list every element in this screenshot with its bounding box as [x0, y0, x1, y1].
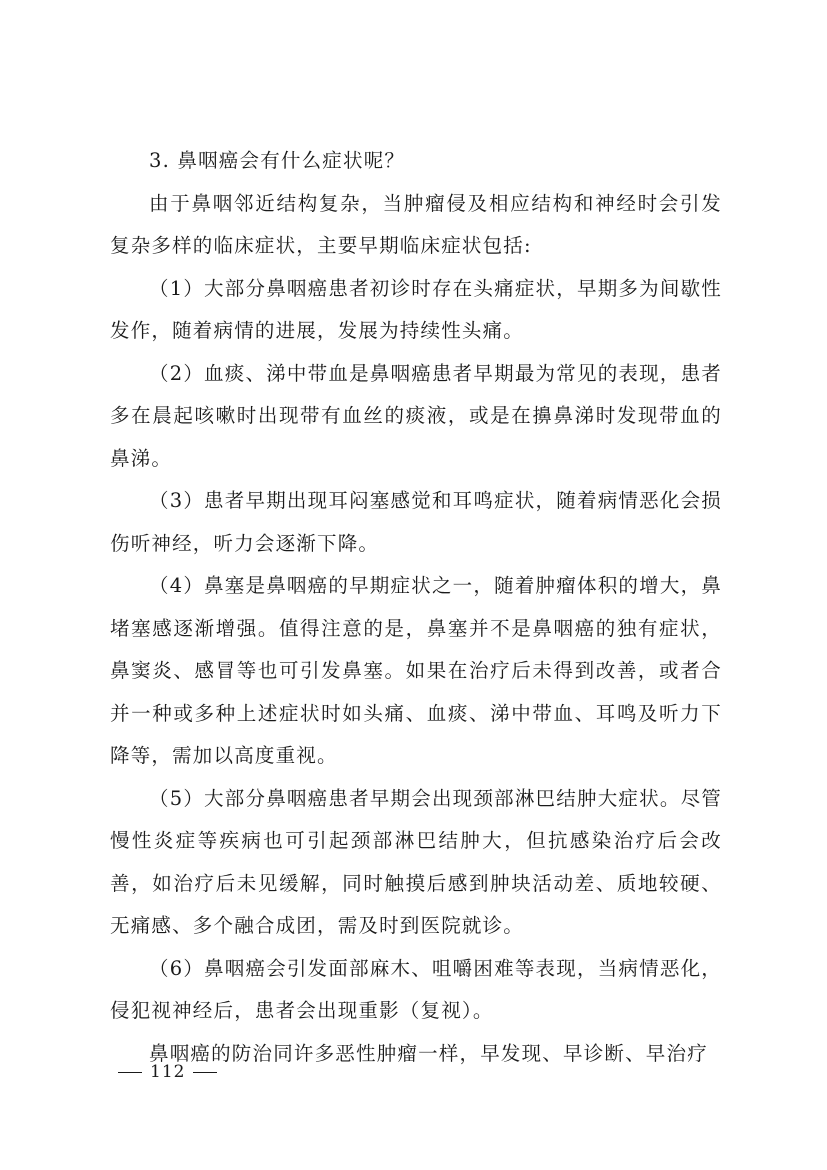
document-body [110, 140, 722, 1075]
page-footer [118, 1062, 217, 1082]
paragraph-symptom-6: （6）鼻咽癌会引发面部麻木、咀嚼困难等表现，当病情恶化，侵犯视神经后，患者会出现重影（复视）。 [110, 956, 722, 1022]
footer-dash-left [118, 1072, 142, 1073]
paragraph-symptom-1: （1）大部分鼻咽癌患者初诊时存在头痛症状，早期多为间歇性发作，随着病情的进展，发展为持续性头痛。 [110, 276, 722, 342]
paragraph-symptom-2: （2）血痰、涕中带血是鼻咽癌患者早期最为常见的表现，患者多在晨起咳嗽时出现带有血丝的痰液，或是在擤鼻涕时发现带血的鼻涕。 [110, 361, 722, 470]
paragraph-symptom-5: （5）大部分鼻咽癌患者早期会出现颈部淋巴结肿大症状。尽管慢性炎症等疾病也可引起颈部淋巴结肿大，但抗感染治疗后会改善，如治疗后未见缓解，同时触摸后感到肿块活动差、质地较硬、无痛感、多个融合成团，需及时到医院就诊。 [110, 786, 722, 937]
paragraph-symptom-4: （4）鼻塞是鼻咽癌的早期症状之一，随着肿瘤体积的增大，鼻堵塞感逐渐增强。值得注意的是，鼻塞并不是鼻咽癌的独有症状，鼻窦炎、感冒等也可引发鼻塞。如果在治疗后未得到改善，或者合并一种或多种上述症状时如头痛、血痰、涕中带血、耳鸣及听力下降等，需加以高度重视。 [110, 574, 722, 767]
page-number: 112 [150, 1062, 186, 1082]
paragraph-intro: 由于鼻咽邻近结构复杂，当肿瘤侵及相应结构和神经时会引发复杂多样的临床症状，主要早期临床症状包括: [110, 191, 722, 257]
section-heading: 3. 鼻咽癌会有什么症状呢？ [149, 149, 406, 172]
paragraph-symptom-3: （3）患者早期出现耳闷塞感觉和耳鸣症状，随着病情恶化会损伤听神经，听力会逐渐下降。 [110, 489, 722, 555]
paragraph-closing: 鼻咽癌的防治同许多恶性肿瘤一样，早发现、早诊断、早治疗 [149, 1041, 708, 1065]
footer-dash-right [193, 1072, 217, 1073]
